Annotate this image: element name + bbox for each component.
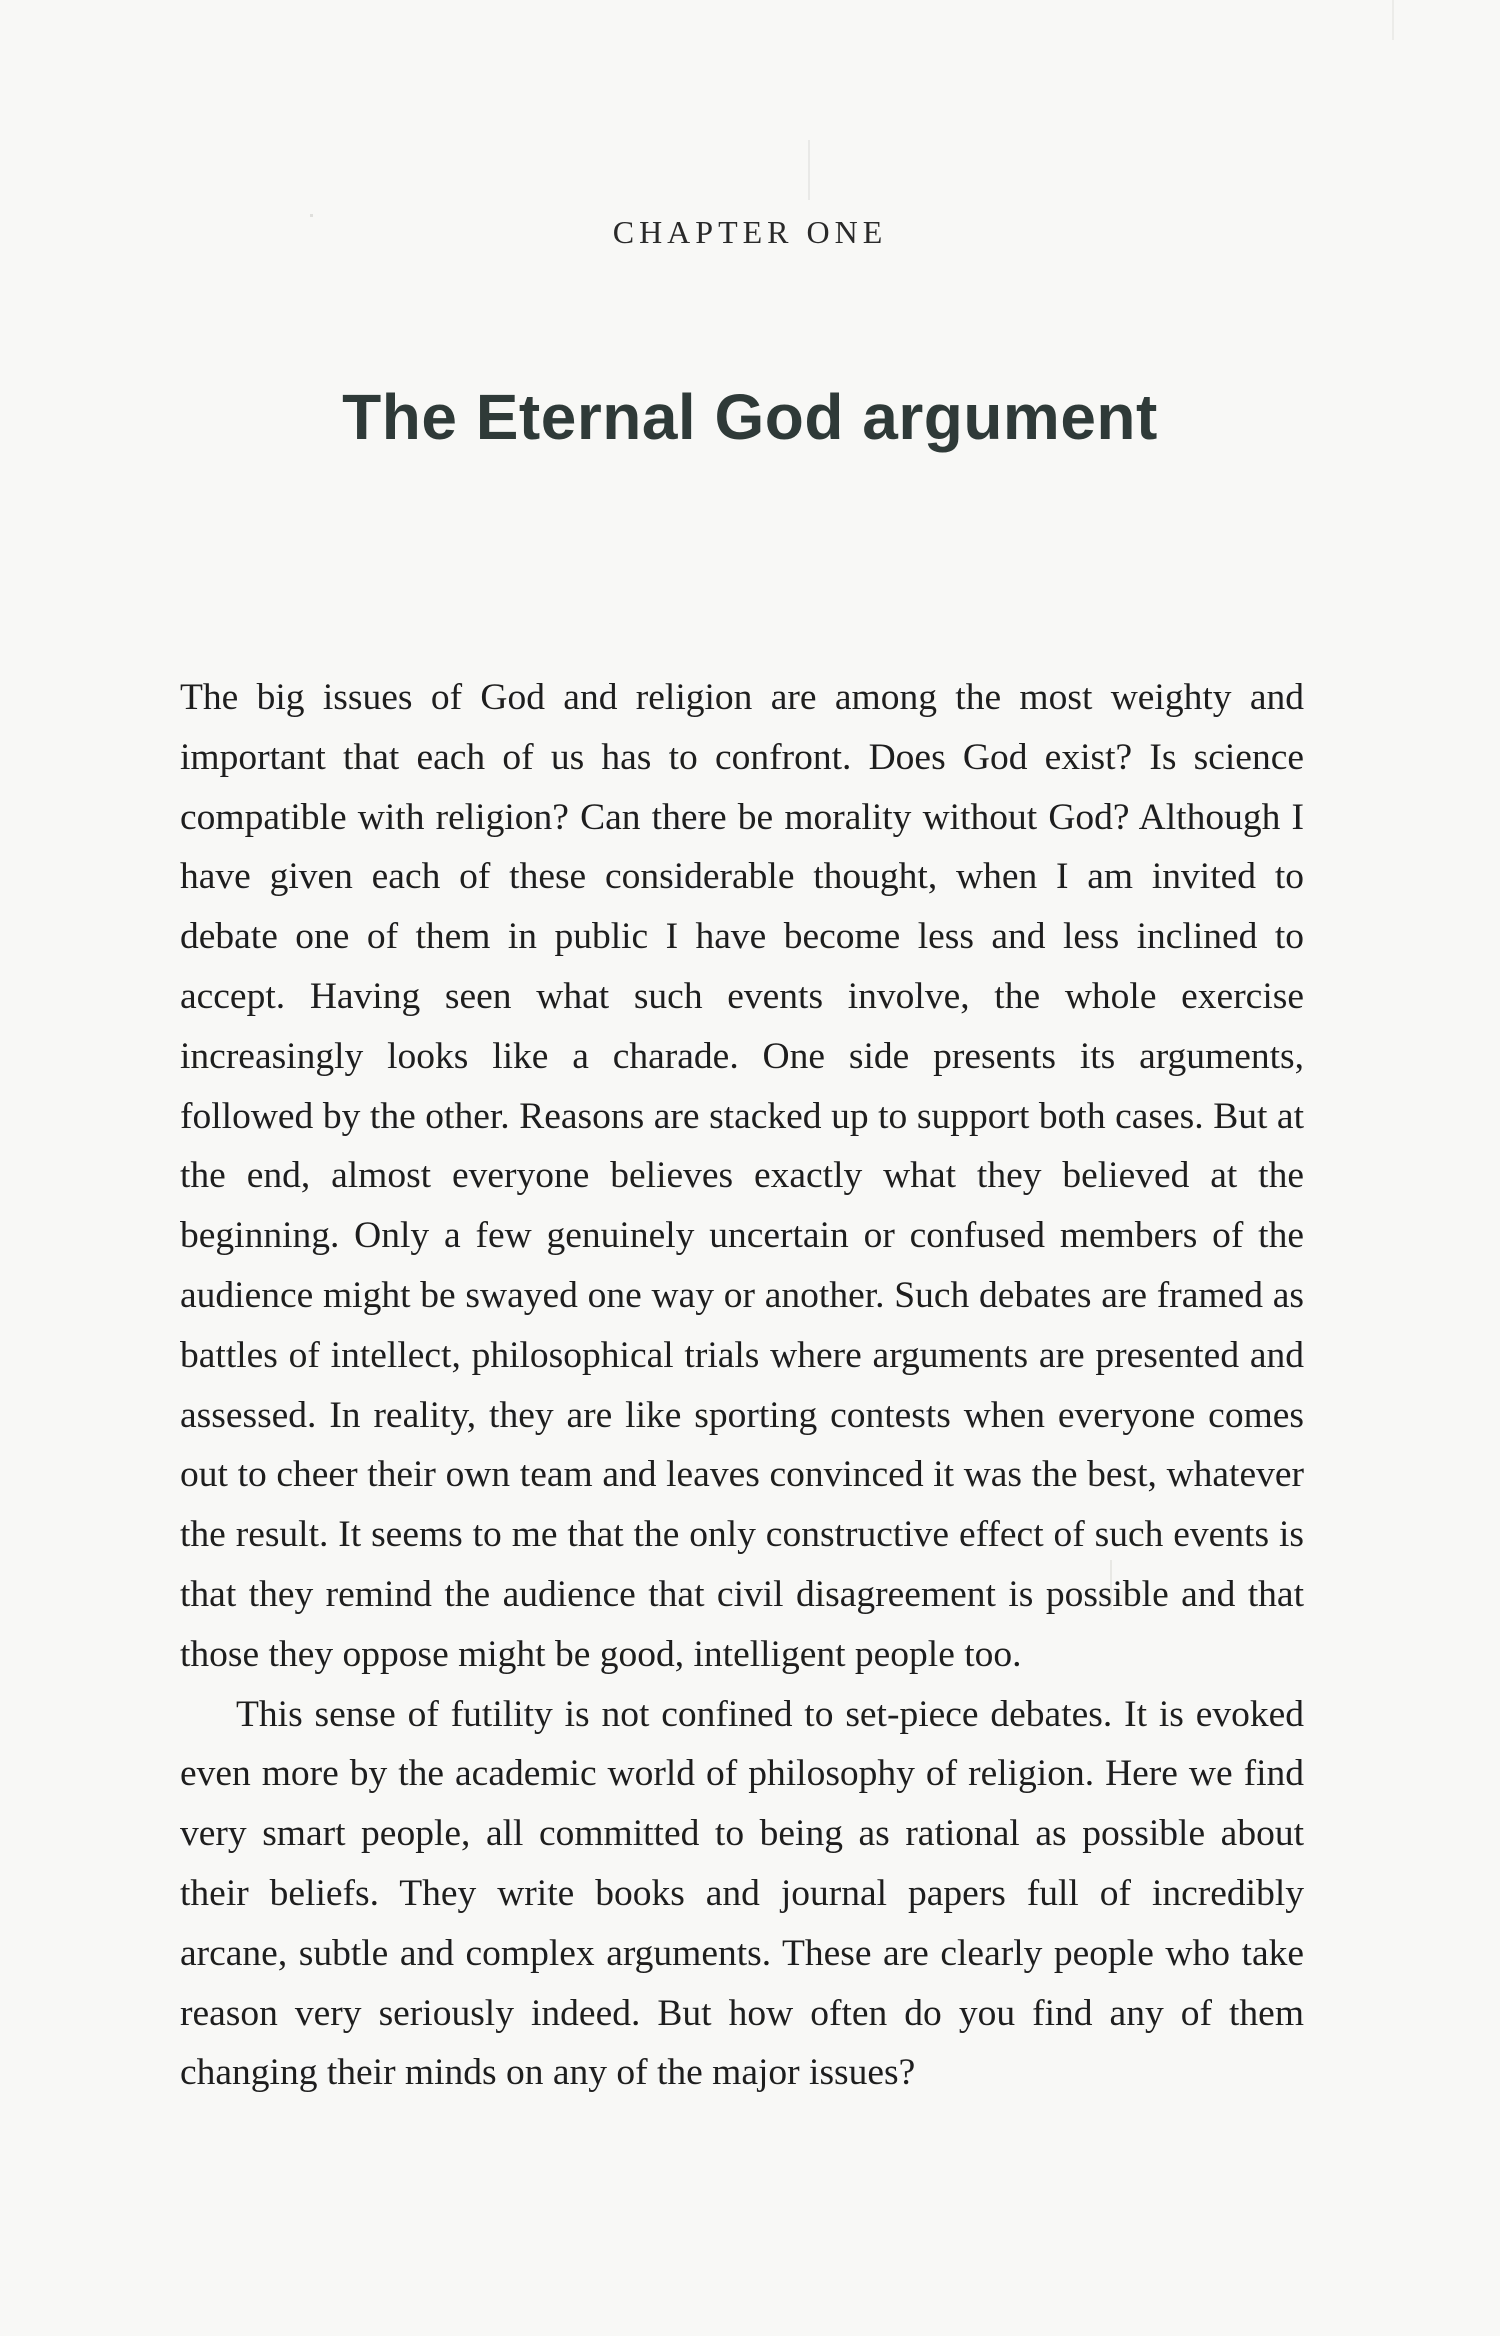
scan-mark [808,140,810,200]
paragraph-2: This sense of futility is not confined to set-piece debates. It is evoked even more by the academic world of philosophy of religion. Here we find very smart people, all committed to being as rational as possible about their beliefs. They write books and journal papers full of incredibly arcane, subtle and complex arguments. These are clearly people who take reason very seriously indeed. But how often do you find any of them changing their minds on any of the major issues? [180,1693,1304,2094]
scan-mark [310,214,313,217]
scan-mark [1392,0,1394,40]
body-text [180,668,1304,2103]
chapter-label: CHAPTER ONE [612,214,888,250]
chapter-title: The Eternal God argument [342,381,1158,453]
scan-mark [1110,1560,1112,1610]
paragraph-1: The big issues of God and religion are among the most weighty and important that each of us has to confront. Does God exist? Is science compatible with religion? Can there be morality without God? Although I have given each of these considerable thought, when I am invited to debate one of them in public I have become less and less inclined to accept. Having seen what such events involve, the whole exercise increasingly looks like a charade. One side presents its arguments, followed by the other. Reasons are stacked up to support both cases. But at the end, almost everyone believes exactly what they believed at the beginning. Only a few genuinely uncertain or confused members of the audience might be swayed one way or another. Such debates are framed as battles of intellect, philosophical trials where arguments are presented and assessed. In reality, they are like sporting contests when everyone comes out to cheer their own team and leaves convinced it was the best, whatever the result. It seems to me that the only constructive effect of such events is that they remind the audience that civil disagreement is possible and that those they oppose might be good, intelligent people too. [180,677,1304,1675]
